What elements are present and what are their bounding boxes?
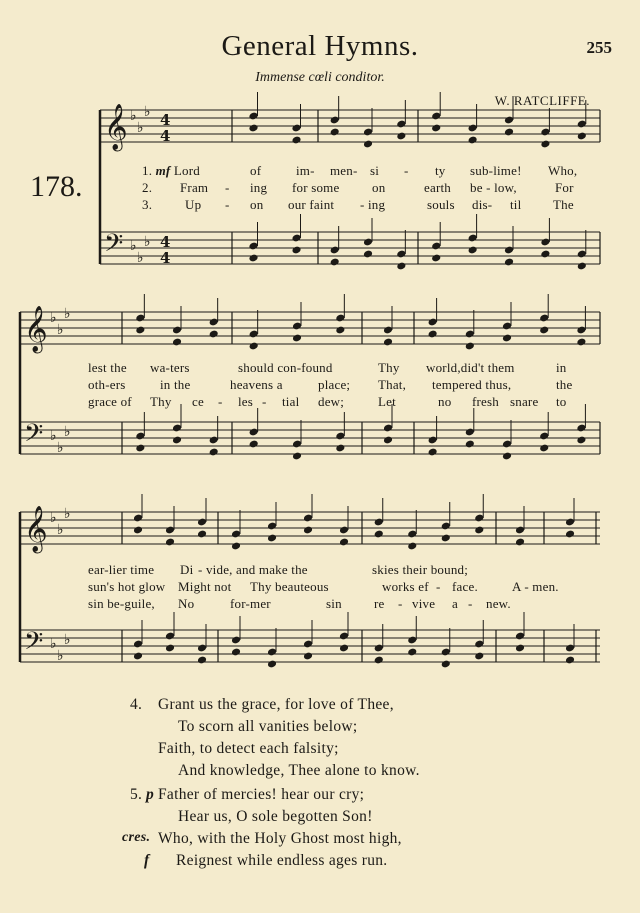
bass-clef-icon: 𝄢	[24, 627, 44, 662]
lyric-syllable: the	[556, 377, 573, 392]
note-head	[540, 250, 550, 259]
tune-name: Immense cœli conditor.	[255, 70, 385, 85]
flat-sign-icon: ♭	[130, 108, 137, 124]
treble-clef-icon: 𝄞	[104, 104, 128, 150]
verse-number: 1.	[142, 163, 156, 178]
note-head	[502, 452, 512, 461]
lyric-line: 1. mf Lord	[142, 163, 200, 178]
note-head	[135, 444, 145, 453]
note-head	[515, 538, 525, 547]
lyric-syllable: -	[225, 197, 230, 212]
note-head	[291, 136, 301, 145]
note-head	[441, 660, 451, 669]
lyric-syllable: Di	[180, 562, 194, 577]
lyric-syllable: to	[556, 394, 567, 409]
dynamic-marking: mf	[155, 163, 171, 178]
lyric-syllable: for-mer	[230, 596, 271, 611]
lyric-syllable: Let	[378, 394, 396, 409]
lyric-syllable: Thy	[378, 360, 400, 375]
lyric-syllable: -	[225, 180, 230, 195]
lyric-syllable: si	[370, 163, 380, 178]
note-head	[339, 538, 349, 547]
verse-line: Reignest while endless ages run.	[176, 852, 388, 869]
note-head	[383, 338, 393, 347]
lyric-syllable: im-	[296, 163, 315, 178]
note-head	[303, 526, 313, 535]
lyric-syllable: souls	[427, 197, 455, 212]
note-head	[576, 436, 586, 445]
lyric-syllable: That,	[378, 377, 407, 392]
flat-sign-icon: ♭	[57, 440, 64, 456]
lyric-syllable: earth	[424, 180, 451, 195]
lyric-syllable: heavens a	[230, 377, 283, 392]
note-head	[396, 132, 406, 141]
note-head	[209, 330, 219, 339]
lyric-syllable: be - low,	[470, 180, 517, 195]
flat-sign-icon: ♭	[64, 424, 71, 440]
note-head	[267, 534, 277, 543]
lyric-syllable: -	[404, 163, 409, 178]
treble-clef-icon: 𝄞	[24, 306, 48, 352]
lyric-syllable: our faint	[288, 197, 335, 212]
lyric-syllable: -	[398, 596, 403, 611]
lyric-syllable: dew;	[318, 394, 345, 409]
lyric-syllable: vive	[412, 596, 436, 611]
flat-sign-icon: ♭	[144, 104, 151, 120]
verse-line: Grant us the grace, for love of Thee,	[158, 696, 394, 713]
note-head	[407, 542, 417, 551]
dynamic-marking: cres.	[122, 830, 151, 845]
lyric-syllable: -	[436, 579, 441, 594]
note-head	[468, 246, 478, 255]
lyric-syllable: a	[452, 596, 458, 611]
note-head	[374, 656, 384, 665]
lyric-syllable: ce	[192, 394, 204, 409]
note-head	[428, 448, 438, 457]
verse-number: 4.	[130, 696, 143, 713]
time-signature: 4	[160, 127, 171, 145]
lyric-syllable: Might not	[178, 579, 232, 594]
lyric-syllable: A - men.	[512, 579, 559, 594]
note-head	[407, 648, 417, 657]
note-head	[330, 128, 340, 137]
lyric-syllable: in	[556, 360, 567, 375]
lyric-syllable: for some	[292, 180, 340, 195]
lyric-syllable: men-	[330, 163, 358, 178]
verse-line: To scorn all vanities below;	[178, 718, 358, 735]
note-head	[231, 648, 241, 657]
note-head	[249, 342, 259, 351]
composer: W. RATCLIFFE.	[494, 93, 590, 108]
time-signature: 4	[160, 249, 171, 267]
bass-clef-icon: 𝄢	[104, 229, 124, 264]
note-head	[540, 140, 550, 149]
note-head	[396, 262, 406, 271]
note-head	[576, 338, 586, 347]
lyric-syllable: ear-lier time	[88, 562, 155, 577]
note-head	[339, 644, 349, 653]
lyric-syllable: Who,	[548, 163, 578, 178]
lyric-syllable: on	[250, 197, 264, 212]
lyric-syllable: in the	[160, 377, 191, 392]
note-head	[465, 342, 475, 351]
lyric-syllable: works ef	[382, 579, 429, 594]
verse-number: 5.	[130, 786, 143, 803]
note-head	[133, 652, 143, 661]
flat-sign-icon: ♭	[137, 120, 144, 136]
note-head	[441, 534, 451, 543]
lyric-syllable: -	[262, 394, 267, 409]
note-head	[133, 526, 143, 535]
lyric-syllable: Thy beauteous	[250, 579, 329, 594]
note-head	[363, 250, 373, 259]
lyric-syllable: sun's hot glow	[88, 579, 166, 594]
verse-line: Faith, to detect each falsity;	[158, 740, 339, 757]
lyric-syllable: The	[553, 197, 574, 212]
page-title: General Hymns.	[221, 30, 419, 62]
note-head	[135, 326, 145, 335]
lyric-syllable: - ing	[360, 197, 386, 212]
note-head	[383, 436, 393, 445]
note-head	[209, 448, 219, 457]
lyric-syllable: ty	[435, 163, 446, 178]
note-head	[292, 334, 302, 343]
flat-sign-icon: ♭	[64, 506, 71, 522]
note-head	[515, 644, 525, 653]
flat-sign-icon: ♭	[57, 648, 64, 664]
note-head	[428, 330, 438, 339]
note-head	[504, 258, 514, 267]
lyric-syllable: No	[178, 596, 195, 611]
lyric-syllable: Up	[185, 197, 202, 212]
note-head	[292, 452, 302, 461]
note-head	[502, 334, 512, 343]
flat-sign-icon: ♭	[144, 234, 151, 250]
note-head	[303, 652, 313, 661]
lyric-syllable: - vide, and make the	[198, 562, 308, 577]
time-signature: 4	[160, 111, 171, 129]
flat-sign-icon: ♭	[57, 522, 64, 538]
lyric-syllable: Thy	[150, 394, 172, 409]
page-number: 255	[586, 38, 612, 57]
lyric-syllable: no	[438, 394, 452, 409]
flat-sign-icon: ♭	[57, 322, 64, 338]
lyric-syllable: skies their bound;	[372, 562, 469, 577]
note-head	[474, 526, 484, 535]
note-head	[504, 128, 514, 137]
note-head	[197, 530, 207, 539]
flat-sign-icon: ♭	[50, 636, 57, 652]
verse-line: Father of mercies! hear our cry;	[158, 786, 365, 803]
note-head	[248, 124, 258, 133]
verse-line: Who, with the Holy Ghost most high,	[158, 830, 402, 847]
note-head	[565, 530, 575, 539]
time-signature: 4	[160, 233, 171, 251]
note-head	[374, 530, 384, 539]
note-head	[172, 338, 182, 347]
note-head	[197, 656, 207, 665]
lyric-syllable: 3.	[142, 197, 153, 212]
lyric-syllable: lest the	[88, 360, 127, 375]
flat-sign-icon: ♭	[50, 310, 57, 326]
note-head	[539, 444, 549, 453]
lyric-syllable: should con-found	[238, 360, 333, 375]
lyric-syllable: sub-lime!	[470, 163, 522, 178]
note-head	[165, 538, 175, 547]
lyric-syllable: -	[468, 596, 473, 611]
lyric-syllable: sin	[326, 596, 342, 611]
note-head	[291, 246, 301, 255]
flat-sign-icon: ♭	[130, 238, 137, 254]
lyric-syllable: wa-ters	[150, 360, 190, 375]
lyric-syllable: re	[374, 596, 385, 611]
flat-sign-icon: ♭	[64, 306, 71, 322]
note-head	[431, 254, 441, 263]
lyric-syllable: tial	[282, 394, 300, 409]
flat-sign-icon: ♭	[137, 250, 144, 266]
note-head	[165, 644, 175, 653]
lyric-syllable: of	[250, 163, 262, 178]
hymn-number: 178.	[30, 170, 83, 203]
verse-line: Hear us, O sole begotten Son!	[178, 808, 373, 825]
lyric-syllable: world,did't them	[426, 360, 515, 375]
note-head	[577, 262, 587, 271]
lyric-syllable: face.	[452, 579, 478, 594]
treble-clef-icon: 𝄞	[24, 506, 48, 552]
note-head	[363, 140, 373, 149]
note-head	[431, 124, 441, 133]
lyric-syllable: dis-	[472, 197, 493, 212]
note-head	[248, 254, 258, 263]
lyric-syllable: sin be-guile,	[88, 596, 155, 611]
note-head	[539, 326, 549, 335]
flat-sign-icon: ♭	[50, 428, 57, 444]
lyric-syllable: tempered thus,	[432, 377, 512, 392]
bass-clef-icon: 𝄢	[24, 419, 44, 454]
note-head	[267, 660, 277, 669]
note-head	[172, 436, 182, 445]
note-head	[465, 440, 475, 449]
dynamic-marking: p	[146, 786, 155, 803]
lyric-syllable: grace of	[88, 394, 132, 409]
note-head	[335, 326, 345, 335]
lyric-syllable: 2.	[142, 180, 153, 195]
lyric-syllable: new.	[486, 596, 511, 611]
lyric-syllable: -	[218, 394, 223, 409]
note-head	[335, 444, 345, 453]
lyric-syllable: place;	[318, 377, 351, 392]
note-head	[330, 258, 340, 267]
lyric-syllable: oth-ers	[88, 377, 126, 392]
lyric-syllable: snare	[510, 394, 539, 409]
note-head	[249, 440, 259, 449]
note-head	[565, 656, 575, 665]
lyric-syllable: on	[372, 180, 386, 195]
note-head	[577, 132, 587, 141]
flat-sign-icon: ♭	[50, 510, 57, 526]
flat-sign-icon: ♭	[64, 632, 71, 648]
lyric-syllable: til	[510, 197, 522, 212]
note-head	[231, 542, 241, 551]
note-head	[468, 136, 478, 145]
dynamic-marking: f	[144, 852, 150, 869]
lyric-syllable: les	[238, 394, 254, 409]
lyric-syllable: fresh	[472, 394, 499, 409]
verse-line: And knowledge, Thee alone to know.	[178, 762, 420, 779]
lyric-syllable: ing	[250, 180, 268, 195]
lyric-syllable: For	[555, 180, 574, 195]
note-head	[474, 652, 484, 661]
lyric-syllable: Fram	[180, 180, 209, 195]
